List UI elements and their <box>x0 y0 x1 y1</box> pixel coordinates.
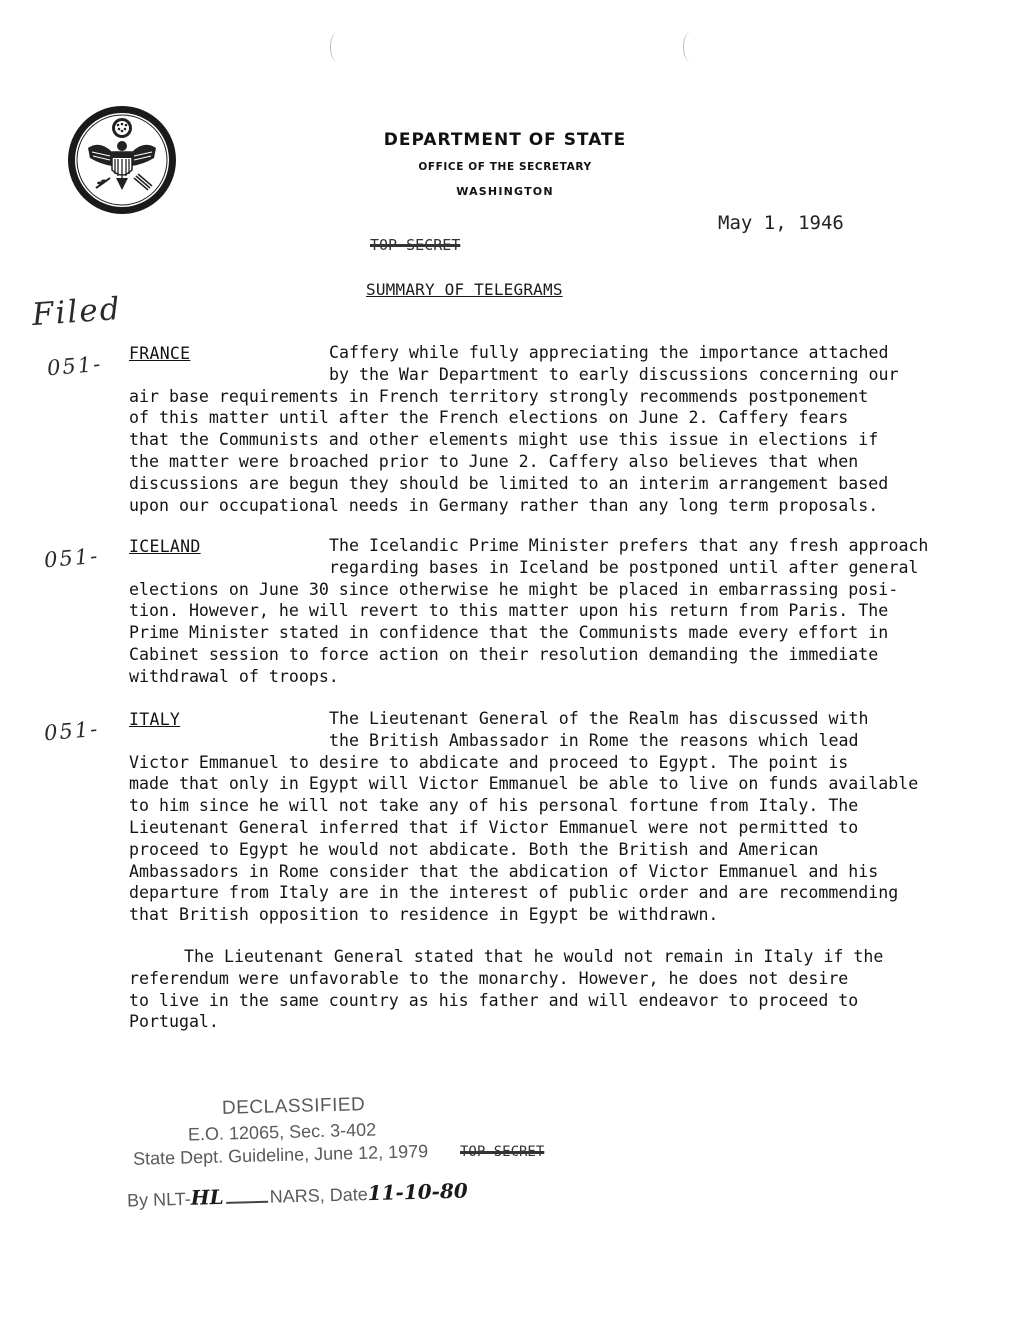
stamp-rule <box>226 1201 268 1204</box>
body-line: the matter were broached prior to June 2. Caffery also believes that when <box>129 451 859 471</box>
file-code-iceland: 051- <box>43 543 101 573</box>
classification-top: TOP SECRET <box>370 236 461 254</box>
body-line: Victor Emmanuel to desire to abdicate and proceed to Egypt. The point is <box>129 752 849 772</box>
body-line: of this matter until after the French elections on June 2. Caffery fears <box>129 408 849 428</box>
body-line: The Lieutenant General of the Realm has discussed with <box>329 709 869 728</box>
body-line: departure from Italy are in the interest of public order and are recommending <box>129 883 899 903</box>
stamp-initials: HL <box>190 1184 224 1210</box>
stamp-declassified: DECLASSIFIED <box>221 1094 366 1119</box>
stamp-by-label: By NLT- <box>126 1188 192 1211</box>
body-line: upon our occupational needs in Germany rather than any long term proposals. <box>129 495 879 515</box>
body-line: that British opposition to residence in Egypt be withdrawn. <box>129 905 719 925</box>
body-line: made that only in Egypt will Victor Emmanuel be able to live on funds available <box>129 774 919 794</box>
stamp-date: 11-10-80 <box>367 1178 469 1206</box>
file-code-france: 051- <box>46 351 104 381</box>
body-line: referendum were unfavorable to the monarchy. However, he does not desire <box>129 968 849 988</box>
body-line: air base requirements in French territory strongly recommends postponement <box>129 386 869 406</box>
punch-mark-right <box>683 32 698 62</box>
document-date: May 1, 1946 <box>718 212 844 234</box>
body-line: regarding bases in Iceland be postponed until after general <box>329 557 919 577</box>
body-line: The Lieutenant General stated that he would not remain in Italy if the <box>184 947 884 966</box>
handwritten-filed: Filed <box>30 290 123 334</box>
body-line: tion. However, he will revert to this matter upon his return from Paris. The <box>129 601 889 621</box>
city-name: WASHINGTON <box>456 185 554 198</box>
file-code-italy: 051- <box>43 716 101 746</box>
body-line: withdrawal of troops. <box>129 666 339 686</box>
classification-bottom: TOP SECRET <box>460 1144 545 1160</box>
great-seal-icon <box>66 104 178 216</box>
section-heading-iceland: ICELAND <box>129 537 201 556</box>
body-line: Lieutenant General inferred that if Victor Emmanuel were not permitted to <box>129 817 859 837</box>
office-name: OFFICE OF THE SECRETARY <box>418 161 592 173</box>
body-line: proceed to Egypt he would not abdicate. Both the British and American <box>129 839 819 859</box>
body-line: Prime Minister stated in confidence that the Communists made every effort in <box>129 623 889 643</box>
stamp-nars-label: NARS, Date <box>269 1184 368 1207</box>
body-line: by the War Department to early discussions concerning our <box>329 364 899 384</box>
body-line: Ambassadors in Rome consider that the abdication of Victor Emmanuel and his <box>129 861 879 881</box>
body-line: that the Communists and other elements might use this issue in elections if <box>129 430 879 450</box>
section-body-italy-continued <box>129 946 949 1033</box>
stamp-executive-order: E.O. 12065, Sec. 3-402 <box>187 1119 377 1145</box>
stamp-guideline: State Dept. Guideline, June 12, 1979 <box>132 1141 429 1169</box>
body-line: the British Ambassador in Rome the reasons which lead <box>329 730 859 750</box>
body-line: to live in the same country as his father and will endeavor to proceed to <box>129 990 859 1010</box>
section-heading-italy: ITALY <box>129 710 181 729</box>
section-body-italy <box>129 708 949 926</box>
document-title: SUMMARY OF TELEGRAMS <box>366 280 563 299</box>
punch-mark-left <box>330 32 345 62</box>
stamp-authority <box>127 1179 468 1212</box>
section-heading-france: FRANCE <box>129 344 191 363</box>
body-line: Caffery while fully appreciating the importance attached <box>329 343 889 362</box>
body-line: Cabinet session to force action on their resolution demanding the immediate <box>129 644 879 664</box>
body-line: discussions are begun they should be limited to an interim arrangement based <box>129 473 889 493</box>
body-line: The Icelandic Prime Minister prefers that any fresh approach <box>329 536 929 555</box>
section-body-iceland <box>129 535 949 688</box>
body-line: Portugal. <box>129 1012 219 1032</box>
section-body-france <box>129 342 949 516</box>
body-line: to him since he will not take any of his personal fortune from Italy. The <box>129 796 859 816</box>
department-name: DEPARTMENT OF STATE <box>383 130 627 150</box>
body-line: elections on June 30 since otherwise he might be placed in embarrassing posi- <box>129 579 899 599</box>
